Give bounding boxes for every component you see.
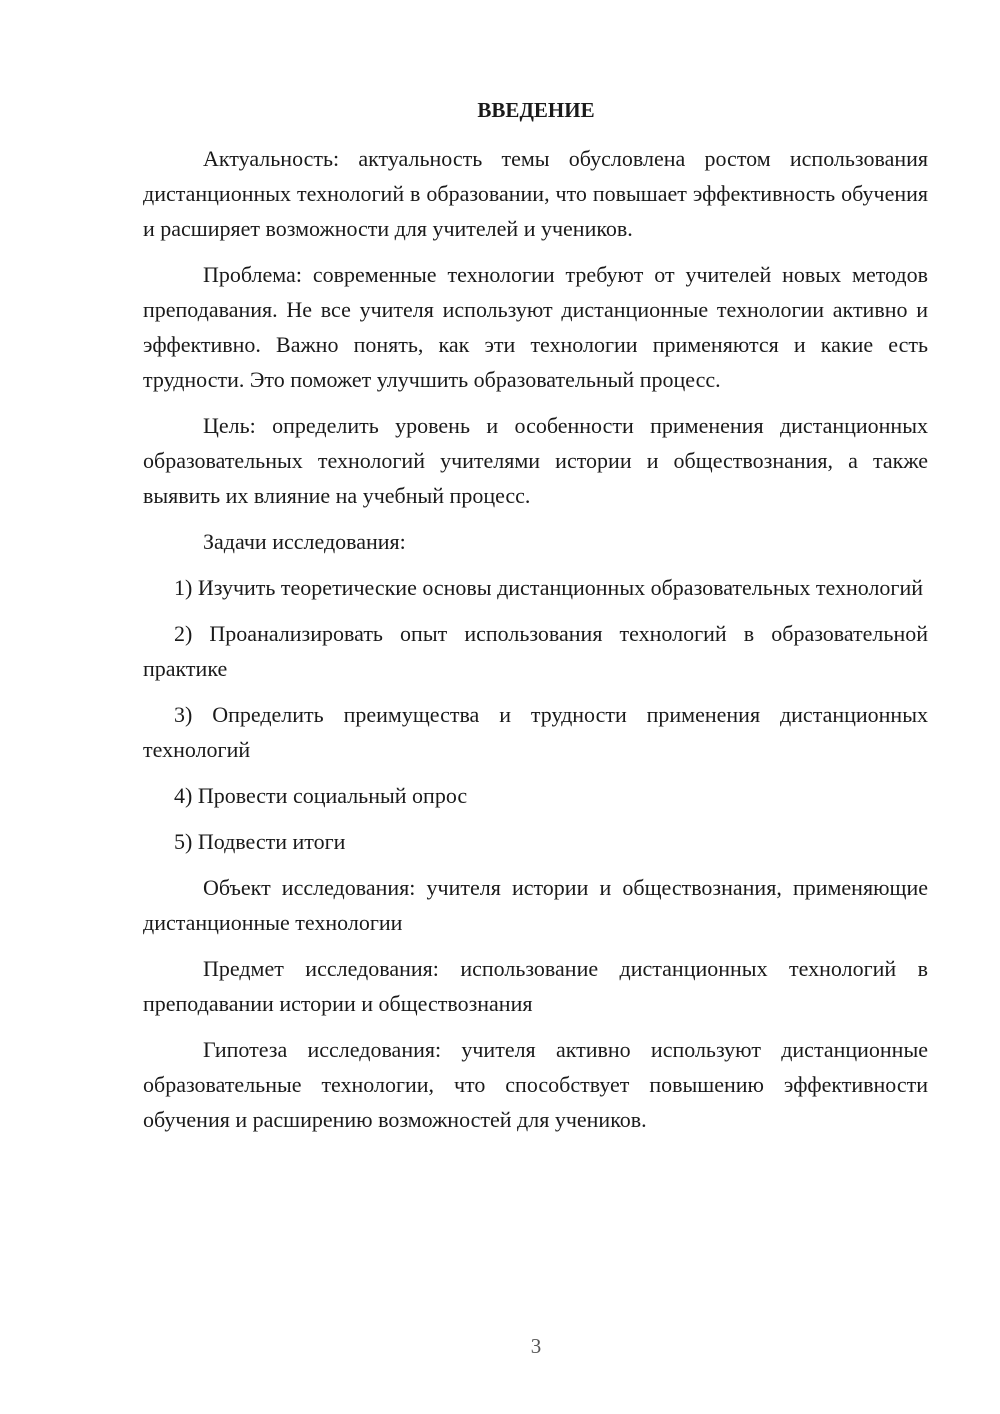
subject-paragraph: Предмет исследования: использование дистанционных технологий в преподавании истории и обществознания [143, 956, 928, 1016]
object-paragraph: Объект исследования: учителя истории и обществознания, применяющие дистанционные технологии [143, 875, 928, 935]
hypothesis-paragraph: Гипотеза исследования: учителя активно используют дистанционные образовательные технологии, что способствует повышению эффективности обучения и расширению возможностей для учеников. [143, 1037, 928, 1132]
goal-paragraph: Цель: определить уровень и особенности применения дистанционных образовательных технологий учителями истории и обществознания, а также выявить их влияние на учебный процесс. [143, 413, 928, 508]
problem-paragraph: Проблема: современные технологии требуют от учителей новых методов преподавания. Не все учителя используют дистанционные технологии активно и эффективно. Важно понять, как эти технологии применяются и какие есть трудности. Это поможет улучшить образовательный процесс. [143, 262, 928, 392]
body-text [143, 141, 928, 1148]
tasks-title: Задачи исследования: [203, 529, 406, 554]
relevance-paragraph: Актуальность: актуальность темы обусловлена ростом использования дистанционных технологий в образовании, что повышает эффективность обучения и расширяет возможности для учителей и учеников. [143, 146, 928, 241]
task-item-3: 3) Определить преимущества и трудности применения дистанционных технологий [143, 702, 928, 762]
section-heading: ВВЕДЕНИЕ [477, 98, 595, 122]
task-item-4: 4) Провести социальный опрос [174, 783, 468, 808]
task-item-5: 5) Подвести итоги [174, 829, 346, 854]
page-number: 3 [530, 1334, 542, 1358]
task-item-1: 1) Изучить теоретические основы дистанционных образовательных технологий [174, 575, 923, 600]
task-item-2: 2) Проанализировать опыт использования технологий в образовательной практике [143, 621, 928, 681]
